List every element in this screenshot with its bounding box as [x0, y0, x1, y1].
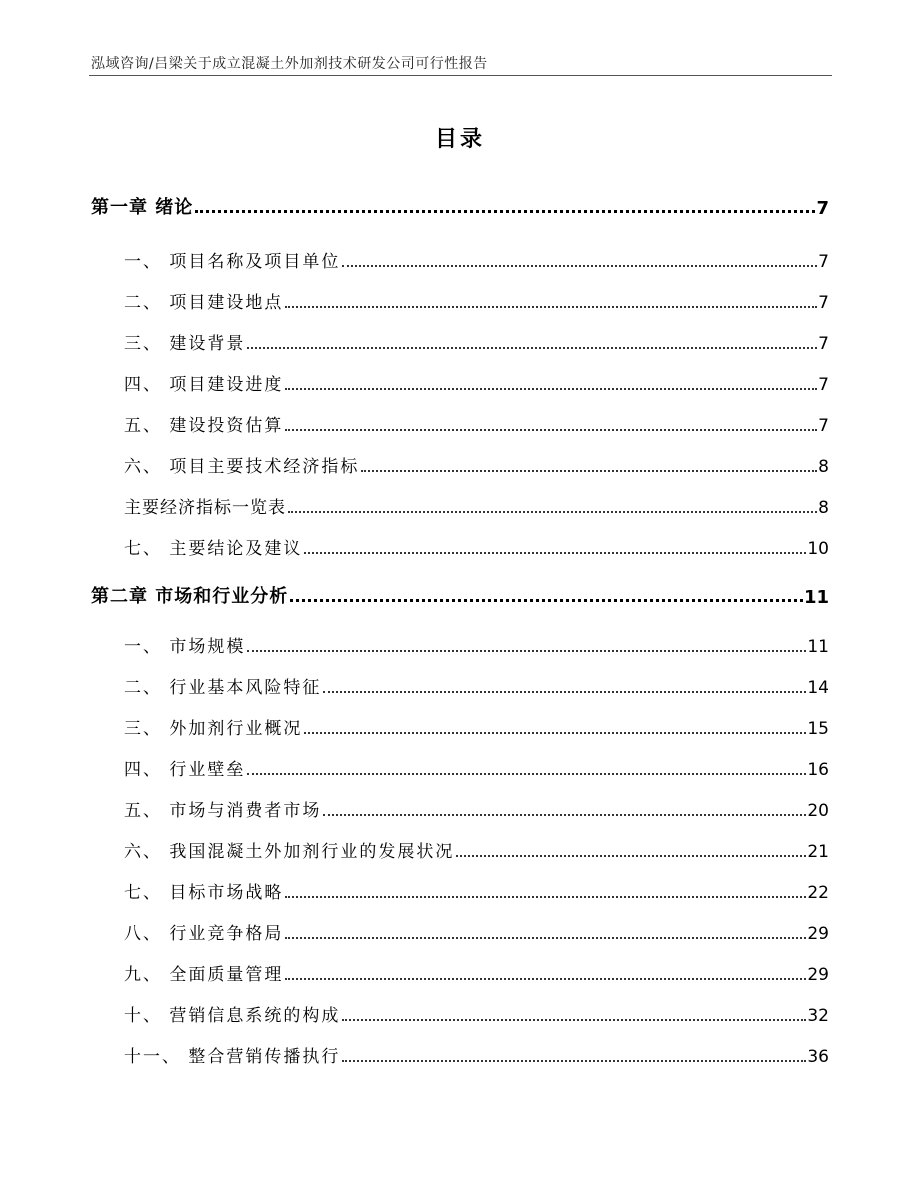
toc-page-number: 7 — [816, 198, 829, 219]
dot-leader — [342, 1059, 806, 1062]
toc-chapter-label: 第一章 绪论 — [91, 197, 194, 218]
toc-entry[interactable] — [91, 231, 829, 272]
toc-entry[interactable] — [91, 272, 829, 313]
dot-leader — [323, 813, 806, 816]
toc-entry[interactable] — [91, 395, 829, 436]
toc-page-number: 8 — [818, 498, 829, 518]
toc-entry-label: 七、 主要结论及建议 — [124, 539, 303, 559]
toc-page-number: 14 — [807, 678, 829, 698]
toc-page-number: 11 — [803, 587, 829, 608]
toc-entry-label: 三、 建设背景 — [124, 334, 246, 354]
toc-page-number: 7 — [818, 334, 829, 354]
dot-leader — [247, 346, 817, 349]
toc-entry-label: 五、 建设投资估算 — [124, 416, 284, 436]
toc-entry[interactable] — [91, 616, 829, 657]
toc-entry[interactable] — [91, 477, 829, 518]
toc-page-number: 36 — [807, 1047, 829, 1067]
toc-page-number: 29 — [807, 924, 829, 944]
toc-entry-label: 五、 市场与消费者市场 — [124, 801, 322, 821]
dot-leader — [304, 731, 806, 734]
toc-entry[interactable] — [91, 739, 829, 780]
toc-entry[interactable] — [91, 657, 829, 698]
toc-page-number: 16 — [807, 760, 829, 780]
toc-entry-label: 四、 行业壁垒 — [124, 760, 246, 780]
dot-leader — [290, 598, 803, 602]
toc-page-number: 11 — [807, 637, 829, 657]
toc-entry-label: 十一、 整合营销传播执行 — [124, 1047, 341, 1067]
toc-entry-label: 七、 目标市场战略 — [124, 883, 284, 903]
toc-page-number: 10 — [807, 539, 829, 559]
toc-page-number: 7 — [818, 293, 829, 313]
toc-page-number: 20 — [807, 801, 829, 821]
toc-entry-label: 二、 行业基本风险特征 — [124, 678, 322, 698]
dot-leader — [285, 387, 817, 390]
toc-page-number: 32 — [807, 1006, 829, 1026]
toc-chapter-label: 第二章 市场和行业分析 — [91, 586, 289, 607]
toc-entry[interactable] — [91, 821, 829, 862]
dot-leader — [361, 469, 817, 472]
dot-leader — [195, 209, 815, 213]
toc-entry[interactable] — [91, 944, 829, 985]
toc-entry[interactable] — [91, 780, 829, 821]
dot-leader — [288, 510, 817, 513]
toc-entry[interactable] — [91, 1026, 829, 1067]
toc-page-number: 8 — [818, 457, 829, 477]
dot-leader — [323, 690, 806, 693]
toc-entry[interactable] — [91, 436, 829, 477]
toc-page-number: 7 — [818, 375, 829, 395]
toc-entry-label: 一、 市场规模 — [124, 637, 246, 657]
toc-page-number: 7 — [818, 416, 829, 436]
toc-entry[interactable] — [91, 862, 829, 903]
toc-entry-label: 八、 行业竞争格局 — [124, 924, 284, 944]
dot-leader — [456, 854, 806, 857]
toc-entry[interactable] — [91, 985, 829, 1026]
toc-entry-label: 三、 外加剂行业概况 — [124, 719, 303, 739]
toc-page-number: 15 — [807, 719, 829, 739]
table-of-contents — [91, 178, 829, 1067]
toc-entry-label: 二、 项目建设地点 — [124, 293, 284, 313]
toc-entry-label: 十、 营销信息系统的构成 — [124, 1006, 341, 1026]
toc-entry-label: 九、 全面质量管理 — [124, 965, 284, 985]
toc-entry-label: 六、 我国混凝土外加剂行业的发展状况 — [124, 842, 455, 862]
toc-entry-label: 一、 项目名称及项目单位 — [124, 252, 341, 272]
dot-leader — [304, 551, 806, 554]
dot-leader — [342, 264, 817, 267]
dot-leader — [285, 428, 817, 431]
dot-leader — [285, 977, 806, 980]
toc-page-number: 22 — [807, 883, 829, 903]
running-header: 泓域咨询/吕梁关于成立混凝土外加剂技术研发公司可行性报告 — [91, 56, 488, 72]
toc-entry[interactable] — [91, 313, 829, 354]
toc-title: 目录 — [434, 127, 485, 152]
dot-leader — [285, 895, 806, 898]
toc-entry[interactable] — [91, 903, 829, 944]
dot-leader — [285, 936, 806, 939]
toc-entry-label: 四、 项目建设进度 — [124, 375, 284, 395]
toc-entry-label: 主要经济指标一览表 — [124, 498, 286, 518]
toc-entry-label: 六、 项目主要技术经济指标 — [124, 457, 360, 477]
dot-leader — [247, 649, 806, 652]
toc-chapter-1[interactable] — [91, 178, 829, 219]
toc-page-number: 29 — [807, 965, 829, 985]
dot-leader — [247, 772, 806, 775]
dot-leader — [342, 1018, 806, 1021]
toc-entry[interactable] — [91, 698, 829, 739]
toc-entry[interactable] — [91, 354, 829, 395]
header-rule — [89, 75, 832, 76]
toc-chapter-2[interactable] — [91, 567, 829, 608]
toc-page-number: 7 — [818, 252, 829, 272]
toc-page-number: 21 — [807, 842, 829, 862]
toc-entry[interactable] — [91, 518, 829, 559]
dot-leader — [285, 305, 817, 308]
